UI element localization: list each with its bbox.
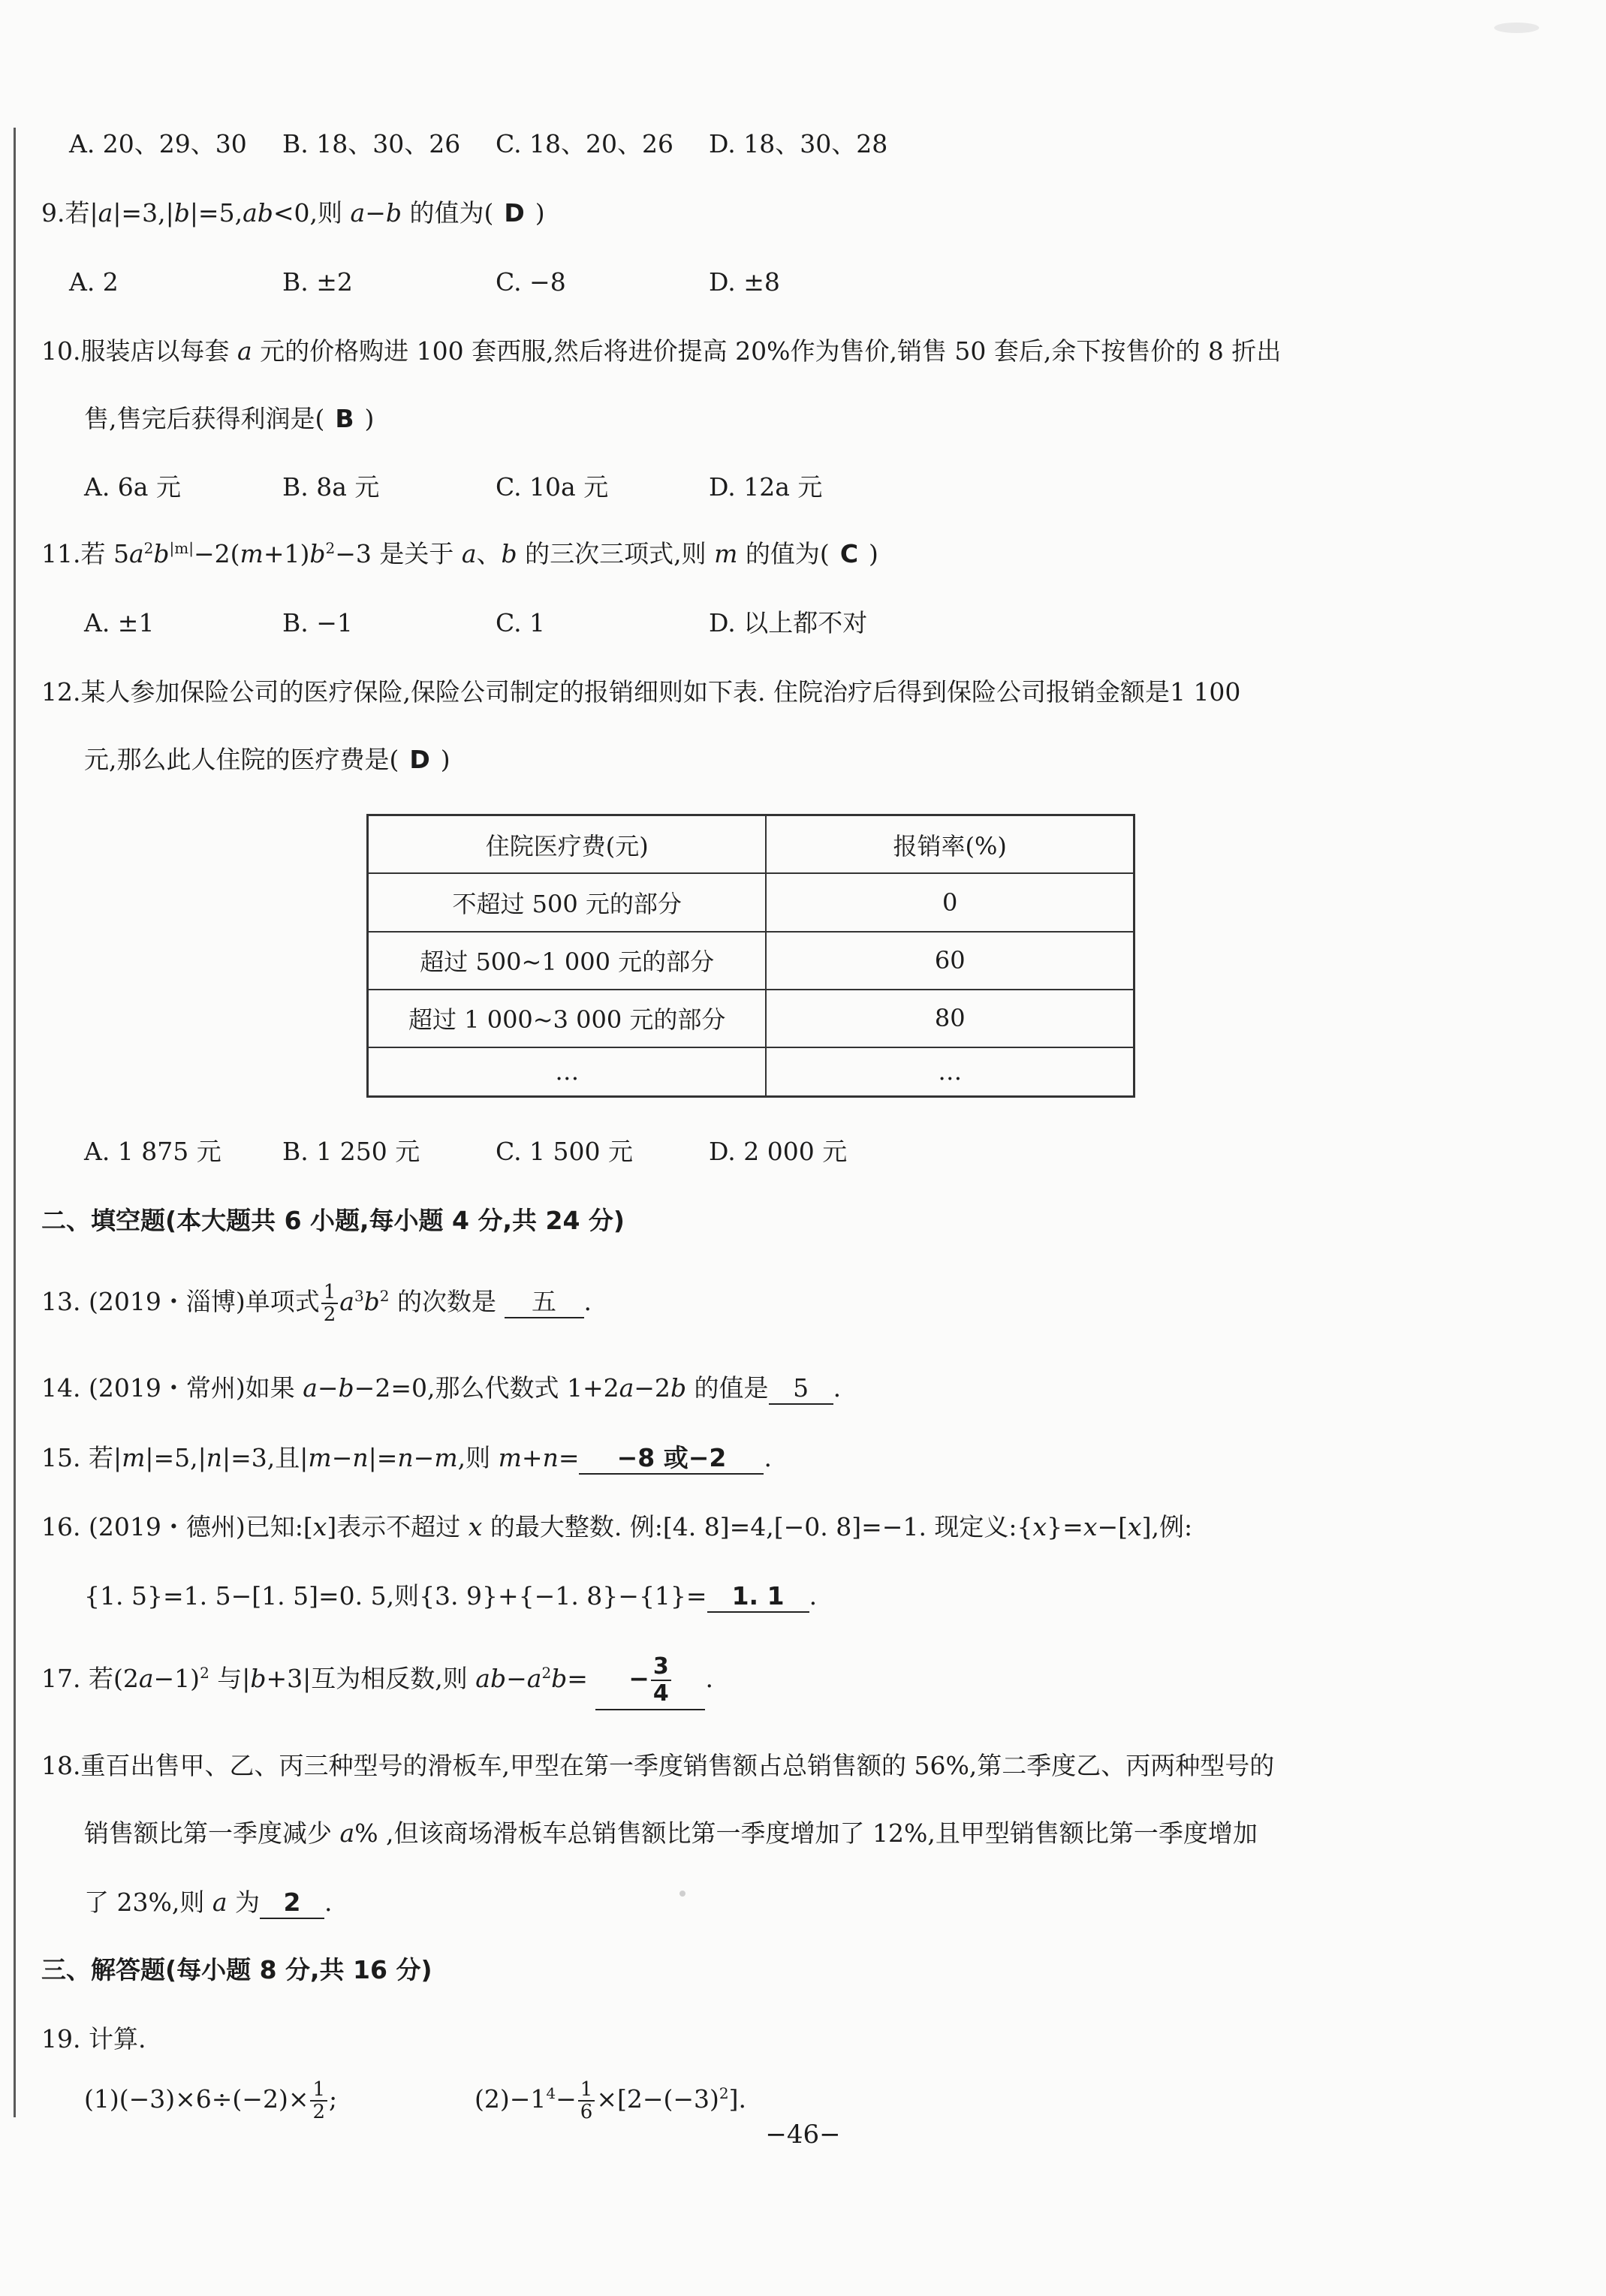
q8-option-a: A. 20、29、30 [69,129,247,158]
q9-option-d: D. ±8 [709,267,780,297]
table-row [368,873,1134,931]
q11-answer: C [839,539,859,568]
q9-options [69,266,1496,299]
q18-answer-blank: 2 [260,1888,324,1919]
q10-option-d: D. 12a 元 [709,472,823,502]
q11-option-c: C. 1 [496,608,546,637]
left-margin-rule [14,128,16,2117]
table-row [368,990,1134,1047]
table-header-cell: 住院医疗费(元) [368,815,767,874]
table-cell: 80 [766,990,1134,1047]
q14-answer-blank: 5 [769,1373,833,1405]
q15-answer-blank: −8 或−2 [579,1443,764,1475]
table-row [368,1047,1134,1097]
q12-answer: D [409,745,430,774]
question-14: 14. (2019・常州)如果 a−b−2=0,那么代数式 1+2a−2b 的值是 5 . [41,1372,841,1405]
q11-option-d: D. 以上都不对 [709,608,868,637]
question-9: 9.若|a|=3,|b|=5,ab<0,则 a−b 的值为( D ) [41,198,545,227]
question-12-line1: 12.某人参加保险公司的医疗保险,保险公司制定的报销细则如下表. 住院治疗后得到保险公司报销金额是1 100 [41,677,1241,707]
question-16-line1: 16. (2019・德州)已知:[x]表示不超过 x 的最大整数. 例:[4. 8]=4,[−0. 8]=−1. 现定义:{x}=x−[x],例: [41,1512,1193,1541]
table-cell: 0 [766,873,1134,931]
q9-option-a: A. 2 [69,267,119,297]
q9-option-c: C. −8 [496,267,566,297]
table-row [368,932,1134,990]
fraction: $\frac{1}{2}$ [310,2079,327,2123]
q9-option-b: B. ±2 [282,267,353,297]
question-17: 17. 若$(2a-1)^2$ 与|b+3|互为相反数,则 $ab-a^2b=$ − $\frac{3}{4}$ . [41,1644,713,1713]
question-19-part1: (1)(−3)×6÷(−2)× $\frac{1}{2}$ ; [84,2078,338,2123]
table-header-cell: 报销率(%) [766,815,1134,874]
table-cell: 60 [766,932,1134,990]
q16-answer-blank: 1. 1 [707,1581,809,1613]
question-16-line2: {1. 5}=1. 5−[1. 5]=0. 5,则{3. 9}+{−1. 8}−{1}= 1. 1 . [84,1580,817,1613]
q10-answer: B [335,404,354,433]
question-19-title: 19. 计算. [41,2024,146,2053]
table-header-row [368,815,1134,874]
page-number: −46− [765,2120,841,2150]
q8-option-d: D. 18、30、28 [709,129,888,158]
q11-option-b: B. −1 [282,608,353,637]
question-18-line1: 18.重百出售甲、乙、丙三种型号的滑板车,甲型在第一季度销售额占总销售额的 56%,第二季度乙、丙两种型号的 [41,1751,1275,1780]
q10-option-c: C. 10a 元 [496,472,609,502]
question-10-line2: 售,售完后获得利润是( B ) [84,404,375,433]
scan-speck [679,1891,685,1897]
question-13: 13. (2019・淄博)单项式 $\frac{1}{2}$ $a^3b^2$ 的次数是 五 . [41,1281,592,1326]
q8-option-c: C. 18、20、26 [496,129,674,158]
table-cell: 超过 1 000~3 000 元的部分 [368,990,767,1047]
question-15: 15. 若|m|=5,|n|=3,且|m−n|=n−m,则 m+n= −8 或−2 . [41,1442,772,1475]
q10-option-b: B. 8a 元 [282,472,380,502]
q10-option-a: A. 6a 元 [84,472,181,502]
q12-option-c: C. 1 500 元 [496,1137,634,1166]
reimbursement-table [366,814,1135,1098]
table-cell: … [368,1047,767,1097]
scan-speck [1494,23,1539,33]
q12-option-b: B. 1 250 元 [282,1137,420,1166]
fraction: $\frac{1}{2}$ [321,1282,339,1325]
fraction: $\frac{3}{4}$ [651,1654,671,1707]
question-18-line3: 了 23%,则 a 为 2 . [84,1886,333,1919]
table-cell: … [766,1047,1134,1097]
q13-answer-blank: 五 [505,1287,584,1318]
q9-answer: D [504,198,525,227]
q11-option-a: A. ±1 [84,608,155,637]
section-2-heading: 二、填空题(本大题共 6 小题,每小题 4 分,共 24 分) [41,1206,625,1235]
q8-option-b: B. 18、30、26 [282,129,461,158]
q12-option-a: A. 1 875 元 [84,1137,221,1166]
question-18-line2: 销售额比第一季度减少 a% ,但该商场滑板车总销售额比第一季度增加了 12%,且甲型销售额比第一季度增加 [84,1818,1258,1848]
q12-option-d: D. 2 000 元 [709,1137,848,1166]
table-cell: 不超过 500 元的部分 [368,873,767,931]
question-19-part2: $(2)-1^4-$ $\frac{1}{6}$ $\times[2-(-3)^2]$. [475,2078,747,2123]
section-3-heading: 三、解答题(每小题 8 分,共 16 分) [41,1955,432,1984]
q12-options [84,1135,1511,1168]
question-12-line2: 元,那么此人住院的医疗费是( D ) [84,745,450,774]
fraction: $\frac{1}{6}$ [578,2079,595,2123]
question-11: 11.若 $5a^2b^{|m|}-2(m+1)b^2-3$ 是关于 a、b 的三次三项式,则 m 的值为( C ) [41,539,878,568]
q8-options [69,128,1496,161]
table-cell: 超过 500~1 000 元的部分 [368,932,767,990]
q10-options [84,471,1511,504]
q17-answer-blank: − $\frac{3}{4}$ [595,1649,705,1710]
q11-options [84,607,1511,640]
question-10-line1: 10.服装店以每套 a 元的价格购进 100 套西服,然后将进价提高 20%作为售价,销售 50 套后,余下按售价的 8 折出 [41,336,1282,366]
